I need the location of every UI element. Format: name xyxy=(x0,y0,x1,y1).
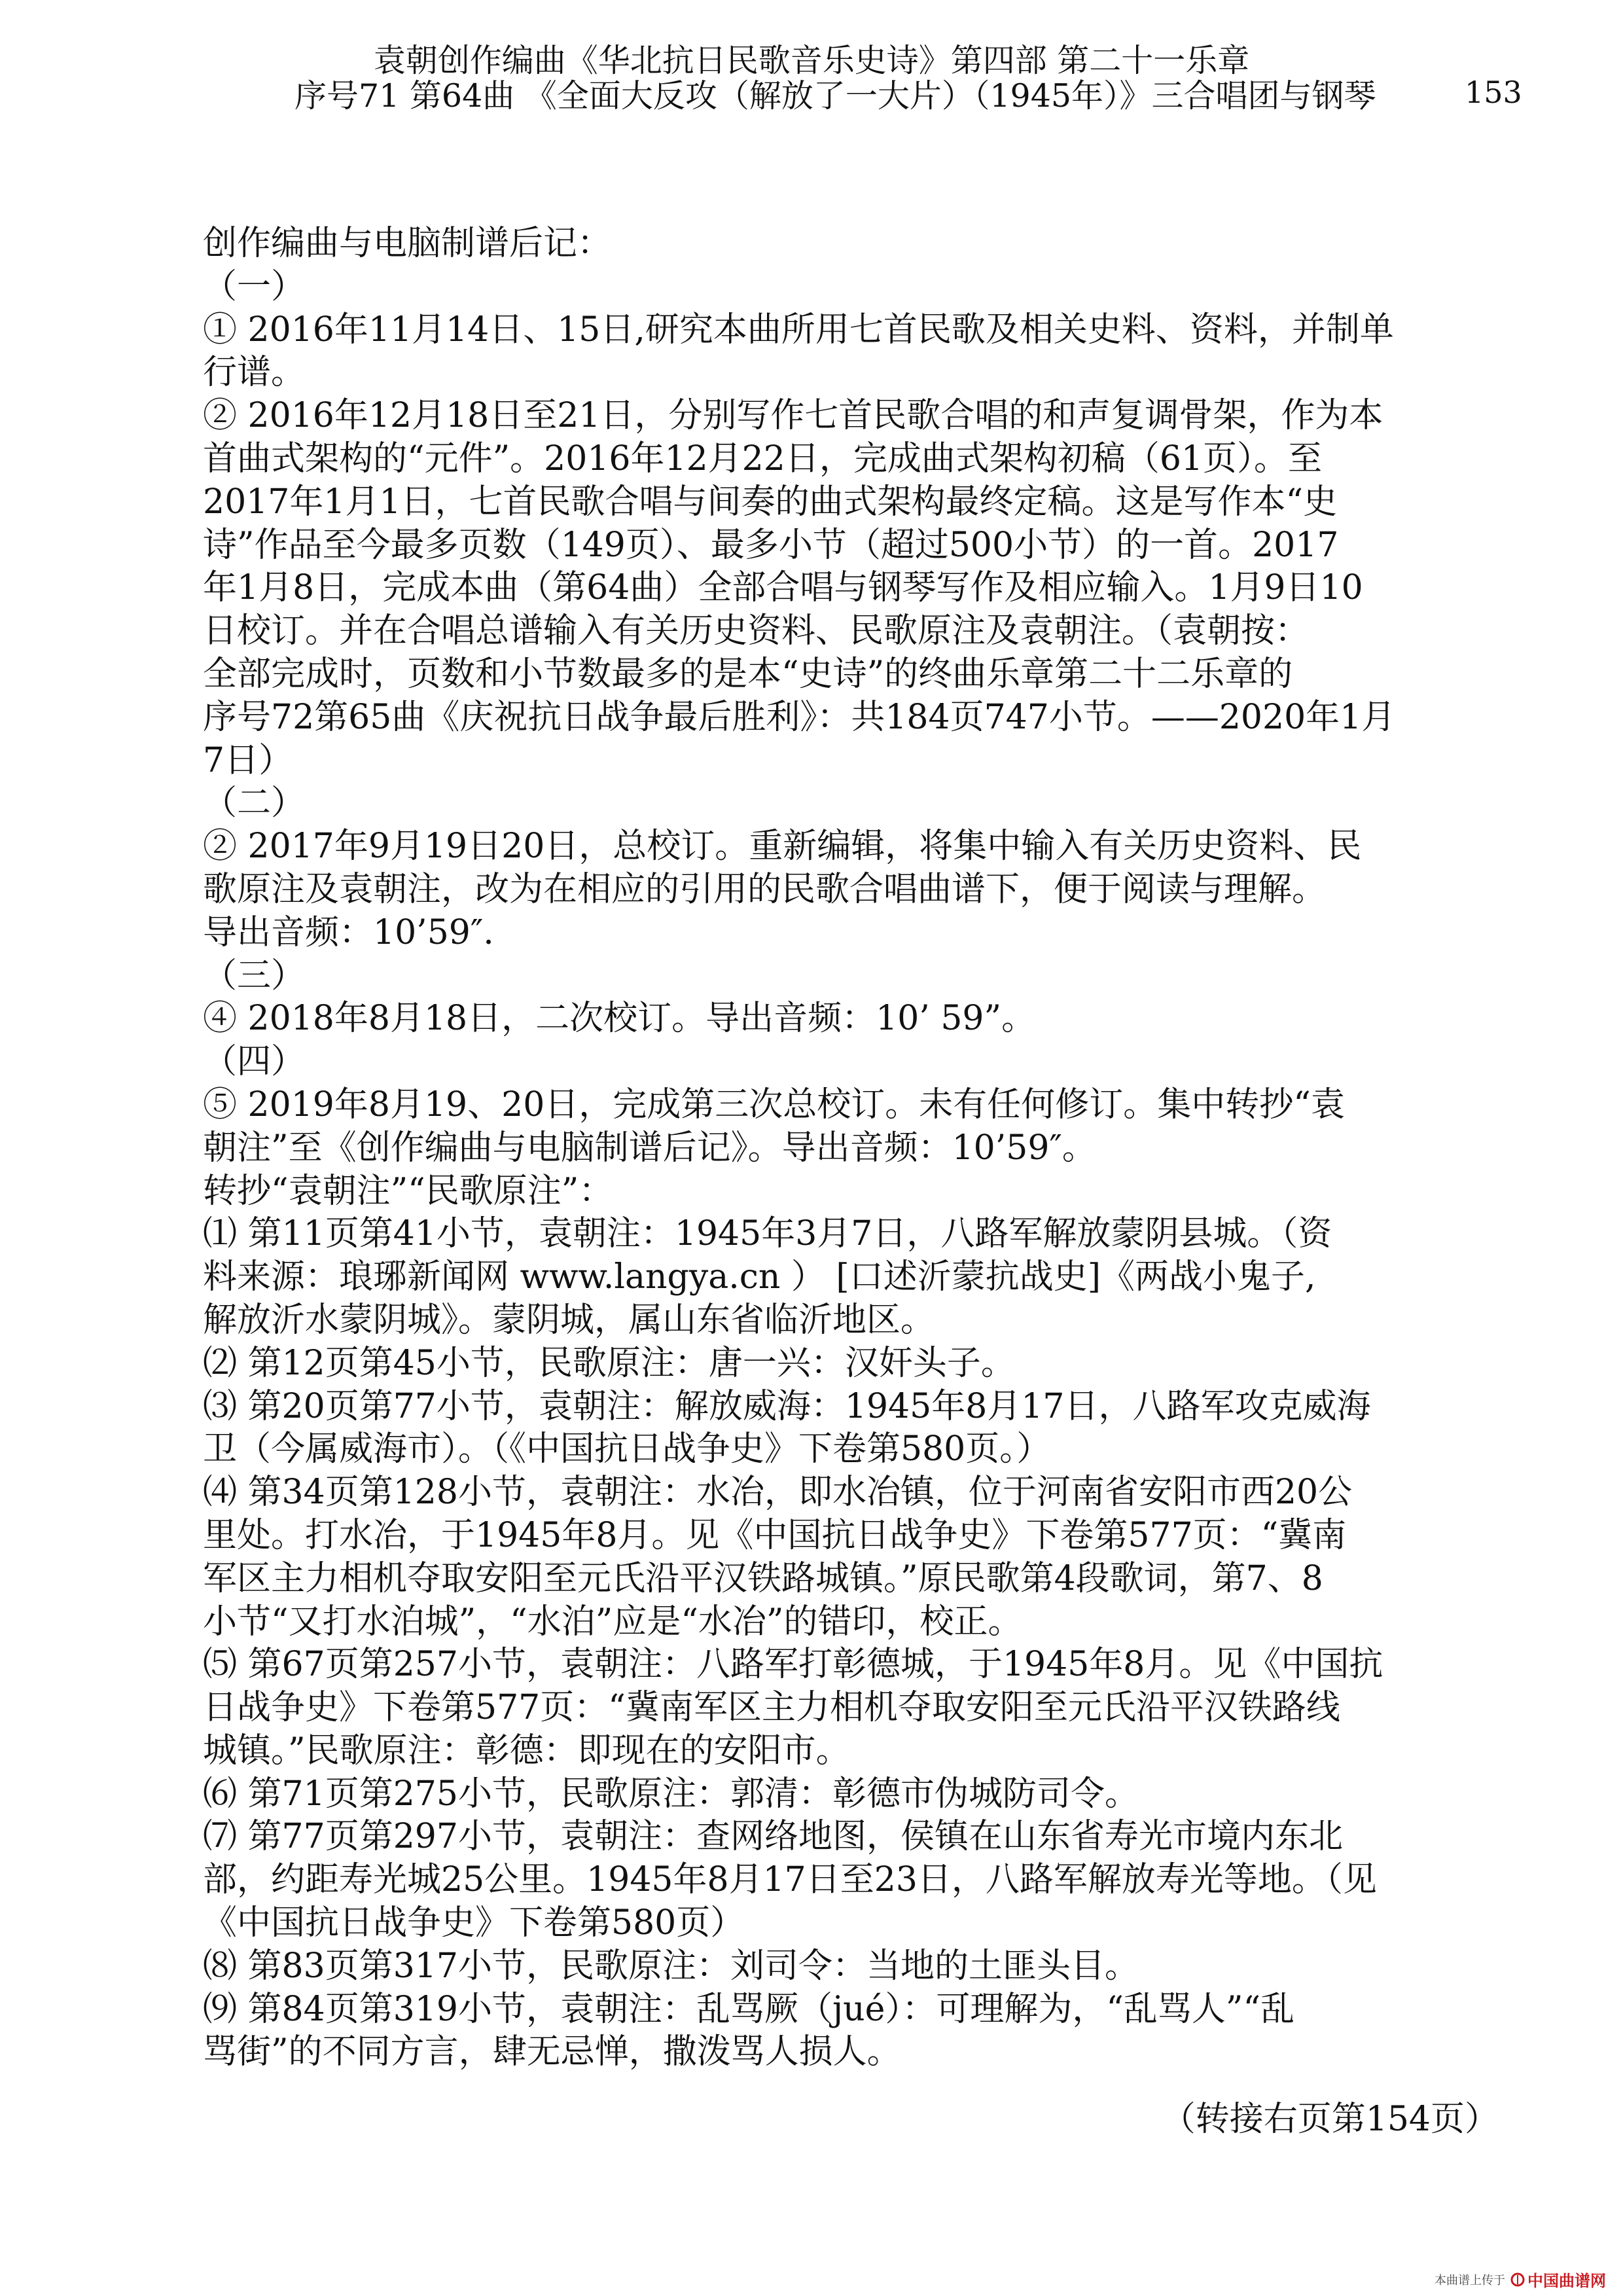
watermark-text: 本曲谱上传于 xyxy=(1435,2273,1505,2287)
note-line: ⑸ 第67页第257小节，袁朝注：八路军打彰德城，于1945年8月。见《中国抗 xyxy=(203,1645,1383,1685)
site-logo xyxy=(1510,2268,1606,2291)
part-heading: （四） xyxy=(203,1042,306,1082)
header-title: 袁朝创作编曲《华北抗日民歌音乐史诗》第四部 第二十一乐章 xyxy=(373,42,1250,79)
body-line: 日校订。并在合唱总谱输入有关历史资料、民歌原注及袁朝注。（袁朝按： xyxy=(203,611,1310,651)
body-line: 朝注”至《创作编曲与电脑制谱后记》。导出音频：10’59″。 xyxy=(203,1128,1096,1168)
body-line: 歌原注及袁朝注，改为在相应的引用的民歌合唱曲谱下，便于阅读与理解。 xyxy=(203,869,1327,909)
note-line: ⑼ 第84页第319小节，袁朝注：乱骂厥（jué）：可理解为，“乱骂人”“乱 xyxy=(203,1989,1295,2029)
note-line: 日战争史》下卷第577页：“冀南军区主力相机夺取安阳至元氏沿平汉铁路线 xyxy=(203,1688,1340,1728)
note-line: 骂街”的不同方言，肆无忌惮，撒泼骂人损人。 xyxy=(203,2032,901,2072)
logo-mark-icon xyxy=(1510,2272,1525,2287)
body-line: 转抄“袁朝注”“民歌原注”： xyxy=(203,1171,613,1211)
note-line: ⑺ 第77页第297小节，袁朝注：查网络地图，侯镇在山东省寿光市境内东北 xyxy=(203,1817,1343,1857)
body-line: 全部完成时，页数和小节数最多的是本“史诗”的终曲乐章第二十二乐章的 xyxy=(203,654,1293,694)
note-line: 料来源：琅琊新闻网 www.langya.cn ） [口述沂蒙抗战史]《两战小鬼子, xyxy=(203,1257,1316,1297)
body-line: 7日） xyxy=(203,740,293,780)
site-name: 中国曲谱网 xyxy=(1527,2272,1606,2290)
part-heading: （三） xyxy=(203,956,306,996)
body-line: ② 2017年9月19日20日，总校订。重新编辑，将集中输入有关历史资料、民 xyxy=(203,827,1362,867)
note-line: ⑵ 第12页第45小节，民歌原注：唐一兴：汉奸头子。 xyxy=(203,1343,1015,1383)
note-line: ⑴ 第11页第41小节，袁朝注：1945年3月7日，八路军解放蒙阴县城。（资 xyxy=(203,1214,1332,1254)
body-line: ④ 2018年8月18日，二次校订。导出音频：10’ 59”。 xyxy=(203,999,1036,1039)
section-heading: 创作编曲与电脑制谱后记： xyxy=(203,224,612,263)
body-line: ① 2016年11月14日、15日,研究本曲所用七首民歌及相关史料、资料，并制单 xyxy=(203,310,1394,350)
note-line: 小节“又打水泊城”，“水泊”应是“水冶”的错印，校正。 xyxy=(203,1602,1022,1641)
body-line: ② 2016年12月18日至21日，分别写作七首民歌合唱的和声复调骨架，作为本 xyxy=(203,396,1383,436)
continuation-note: （转接右页第154页） xyxy=(1161,2100,1499,2139)
note-line: 解放沂水蒙阴城》。蒙阴城，属山东省临沂地区。 xyxy=(203,1300,935,1340)
body-line: 诗”作品至今最多页数（149页）、最多小节（超过500小节）的一首。2017 xyxy=(203,525,1339,565)
note-line: 卫（今属威海市）。（《中国抗日战争史》下卷第580页。） xyxy=(203,1429,1051,1469)
body-line: 年1月8日，完成本曲（第64曲）全部合唱与钢琴写作及相应输入。1月9日10 xyxy=(203,568,1363,608)
part-heading: （二） xyxy=(203,783,306,823)
body-line: 首曲式架构的“元件”。2016年12月22日，完成曲式架构初稿（61页）。至 xyxy=(203,439,1323,478)
site-watermark[interactable] xyxy=(1435,2268,1606,2291)
body-line: 2017年1月1日，七首民歌合唱与间奏的曲式架构最终定稿。这是写作本“史 xyxy=(203,482,1338,522)
note-line: 部，约距寿光城25公里。1945年8月17日至23日，八路军解放寿光等地。（见 xyxy=(203,1860,1377,1900)
note-line: ⑷ 第34页第128小节，袁朝注：水冶，即水冶镇，位于河南省安阳市西20公 xyxy=(203,1473,1353,1513)
note-line: 里处。打水冶，于1945年8月。见《中国抗日战争史》下卷第577页：“冀南 xyxy=(203,1515,1347,1555)
note-line: ⑶ 第20页第77小节，袁朝注：解放威海：1945年8月17日，八路军攻克威海 xyxy=(203,1386,1371,1426)
body-line: 导出音频：10’59″. xyxy=(203,912,494,952)
body-line: 序号72第65曲《庆祝抗日战争最后胜利》：共184页747小节。——2020年1月 xyxy=(203,697,1396,737)
note-line: ⑻ 第83页第317小节，民歌原注：刘司令：当地的土匪头目。 xyxy=(203,1946,1139,1986)
note-line: 城镇。”民歌原注：彰德：即现在的安阳市。 xyxy=(203,1731,850,1770)
body-line: 行谱。 xyxy=(203,353,306,393)
header-subtitle: 序号71 第64曲 《全面大反攻（解放了一大片）（1945年）》三合唱团与钢琴 xyxy=(294,77,1376,115)
note-line: 军区主力相机夺取安阳至元氏沿平汉铁路城镇。”原民歌第4段歌词，第7、8 xyxy=(203,1558,1323,1598)
body-line: ⑤ 2019年8月19、20日，完成第三次总校订。未有任何修订。集中转抄“袁 xyxy=(203,1085,1345,1124)
page-number: 153 xyxy=(1465,75,1522,110)
note-line: ⑹ 第71页第275小节，民歌原注：郭清：彰德市伪城防司令。 xyxy=(203,1774,1139,1814)
note-line: 《中国抗日战争史》下卷第580页） xyxy=(203,1903,745,1943)
postscript-body xyxy=(203,223,1525,2117)
part-heading: （一） xyxy=(203,266,306,306)
